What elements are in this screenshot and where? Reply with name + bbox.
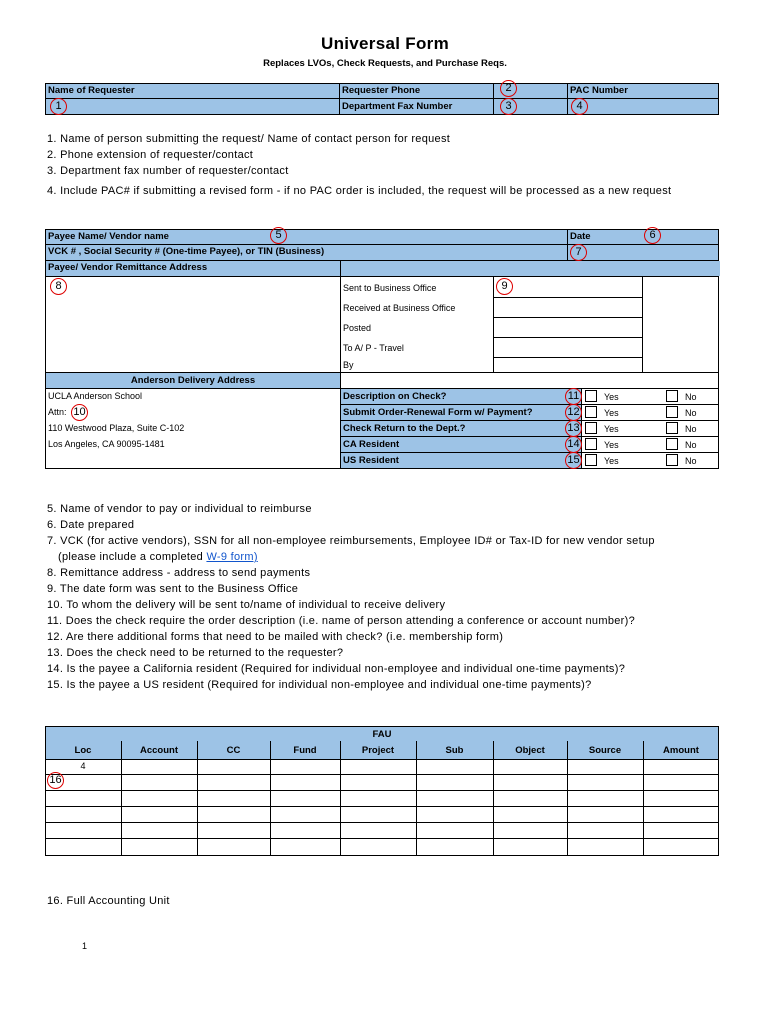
check-return-yes-label: Yes: [604, 424, 619, 434]
fau-col-loc: Loc: [74, 745, 92, 756]
question-us-resident-label: US Resident: [343, 455, 399, 466]
ca-resident-no-checkbox[interactable]: [666, 438, 678, 450]
note-2: 2. Phone extension of requester/contact: [47, 149, 254, 161]
fau-col-amount: Amount: [663, 745, 699, 756]
fau-col-object: Object: [515, 745, 545, 756]
question-order-renewal-label: Submit Order-Renewal Form w/ Payment?: [343, 407, 533, 418]
fau-col-source: Source: [588, 745, 622, 756]
order-renewal-no-checkbox[interactable]: [666, 406, 678, 418]
pac-number-header: [567, 83, 719, 99]
order-renewal-no-label: No: [685, 408, 697, 418]
fau-col-fund: Fund: [293, 745, 317, 756]
form-title: Universal Form: [321, 34, 449, 53]
fau-col-project: Project: [361, 745, 395, 756]
requester-phone-header: [339, 83, 494, 99]
us-resident-yes-checkbox[interactable]: [585, 454, 597, 466]
vck-label: VCK # , Social Security # (One-time Payee), or TIN (Business): [48, 246, 325, 257]
note-12: 12. Are there additional forms that need to be mailed with check? (i.e. membership form): [47, 631, 504, 643]
marker-15: 15: [565, 452, 582, 469]
remit-address-field-top[interactable]: [340, 261, 720, 276]
marker-7: 7: [570, 244, 587, 261]
pac-number-label: PAC Number: [570, 85, 628, 96]
question-description-label: Description on Check?: [343, 391, 447, 402]
marker-16: 16: [47, 772, 64, 789]
description-yes-checkbox[interactable]: [585, 390, 597, 402]
form-subtitle: Replaces LVOs, Check Requests, and Purchase Reqs.: [263, 58, 507, 69]
check-return-no-checkbox[interactable]: [666, 422, 678, 434]
delivery-header-label: Anderson Delivery Address: [130, 375, 256, 386]
delivery-attn-label: Attn:: [48, 407, 67, 417]
note-5: 5. Name of vendor to pay or individual to reimburse: [47, 503, 312, 515]
marker-6: 6: [644, 227, 661, 244]
pac-number-field[interactable]: [567, 98, 719, 115]
description-no-label: No: [685, 392, 697, 402]
marker-1: 1: [50, 98, 67, 115]
note-11: 11. Does the check require the order description (i.e. name of person attending a conference or account number)?: [47, 615, 635, 627]
question-ca-resident-label: CA Resident: [343, 439, 400, 450]
posted-label: Posted: [343, 323, 372, 333]
fau-col-sub: Sub: [445, 745, 464, 756]
fau-loc-value[interactable]: 4: [80, 761, 86, 771]
note-16: 16. Full Accounting Unit: [47, 895, 170, 907]
w9-prefix: (please include a completed: [58, 551, 207, 563]
marker-13: 13: [565, 420, 582, 437]
fau-col-account: Account: [140, 745, 178, 756]
fau-col-cc: CC: [226, 745, 241, 756]
note-13: 13. Does the check need to be returned to the requester?: [47, 647, 344, 659]
marker-14: 14: [565, 436, 582, 453]
to-ap-travel-label: To A/ P - Travel: [343, 343, 404, 353]
date-label: Date: [570, 231, 591, 242]
check-return-no-label: No: [685, 424, 697, 434]
payee-name-label: Payee Name/ Vendor name: [48, 231, 169, 242]
marker-2: 2: [500, 80, 517, 97]
marker-12: 12: [565, 404, 582, 421]
marker-3: 3: [500, 98, 517, 115]
requester-name-header: [45, 83, 340, 99]
question-check-return-label: Check Return to the Dept.?: [343, 423, 466, 434]
fau-title: FAU: [372, 729, 392, 740]
by-label: By: [343, 360, 354, 370]
received-at-business-office: Received at Business Office: [343, 303, 456, 313]
department-fax-label: Department Fax Number: [342, 101, 453, 112]
marker-11: 11: [565, 388, 582, 405]
us-resident-no-label: No: [685, 456, 697, 466]
check-return-yes-checkbox[interactable]: [585, 422, 597, 434]
requester-name-field[interactable]: [45, 98, 340, 115]
marker-5: 5: [270, 227, 287, 244]
note-3: 3. Department fax number of requester/contact: [47, 165, 289, 177]
note-8: 8. Remittance address - address to send payments: [47, 567, 311, 579]
note-1: 1. Name of person submitting the request/ Name of contact person for request: [47, 133, 451, 145]
description-yes-label: Yes: [604, 392, 619, 402]
us-resident-yes-label: Yes: [604, 456, 619, 466]
us-resident-no-checkbox[interactable]: [666, 454, 678, 466]
marker-10: 10: [71, 404, 88, 421]
note-6: 6. Date prepared: [47, 519, 135, 531]
sent-to-business-office: Sent to Business Office: [343, 283, 437, 293]
remit-address-label: Payee/ Vendor Remittance Address: [48, 262, 208, 273]
requester-name-label: Name of Requester: [48, 85, 135, 96]
office-date-grid: [493, 276, 643, 373]
page-number: 1: [82, 941, 88, 951]
order-renewal-yes-label: Yes: [604, 408, 619, 418]
delivery-line-4: Los Angeles, CA 90095-1481: [48, 439, 165, 449]
ca-resident-no-label: No: [685, 440, 697, 450]
requester-phone-label: Requester Phone: [342, 85, 421, 96]
ca-resident-yes-label: Yes: [604, 440, 619, 450]
order-renewal-yes-checkbox[interactable]: [585, 406, 597, 418]
note-15: 15. Is the payee a US resident (Required for individual non-employee and individual one-time payments)?: [47, 679, 592, 691]
note-9: 9. The date form was sent to the Business Office: [47, 583, 299, 595]
marker-4: 4: [571, 98, 588, 115]
ca-resident-yes-checkbox[interactable]: [585, 438, 597, 450]
note-14: 14. Is the payee a California resident (Required for individual non-employee and individual one-time payments)?: [47, 663, 626, 675]
note-10: 10. To whom the delivery will be sent to/name of individual to receive delivery: [47, 599, 446, 611]
marker-9: 9: [496, 278, 513, 295]
department-fax-header: [339, 98, 494, 115]
note-4: 4. Include PAC# if submitting a revised form - if no PAC order is included, the request will be processed as a new request: [47, 185, 672, 197]
marker-8: 8: [50, 278, 67, 295]
delivery-line-1: UCLA Anderson School: [48, 391, 143, 401]
note-7: 7. VCK (for active vendors), SSN for all non-employee reimbursements, Employee ID# or Tax-ID for new vendor setup: [47, 535, 655, 547]
delivery-line-3: 110 Westwood Plaza, Suite C-102: [48, 423, 185, 433]
w9-line: [58, 551, 258, 563]
description-no-checkbox[interactable]: [666, 390, 678, 402]
note-4-wrap: [47, 181, 719, 199]
w9-form-link[interactable]: W-9 form): [206, 551, 258, 563]
